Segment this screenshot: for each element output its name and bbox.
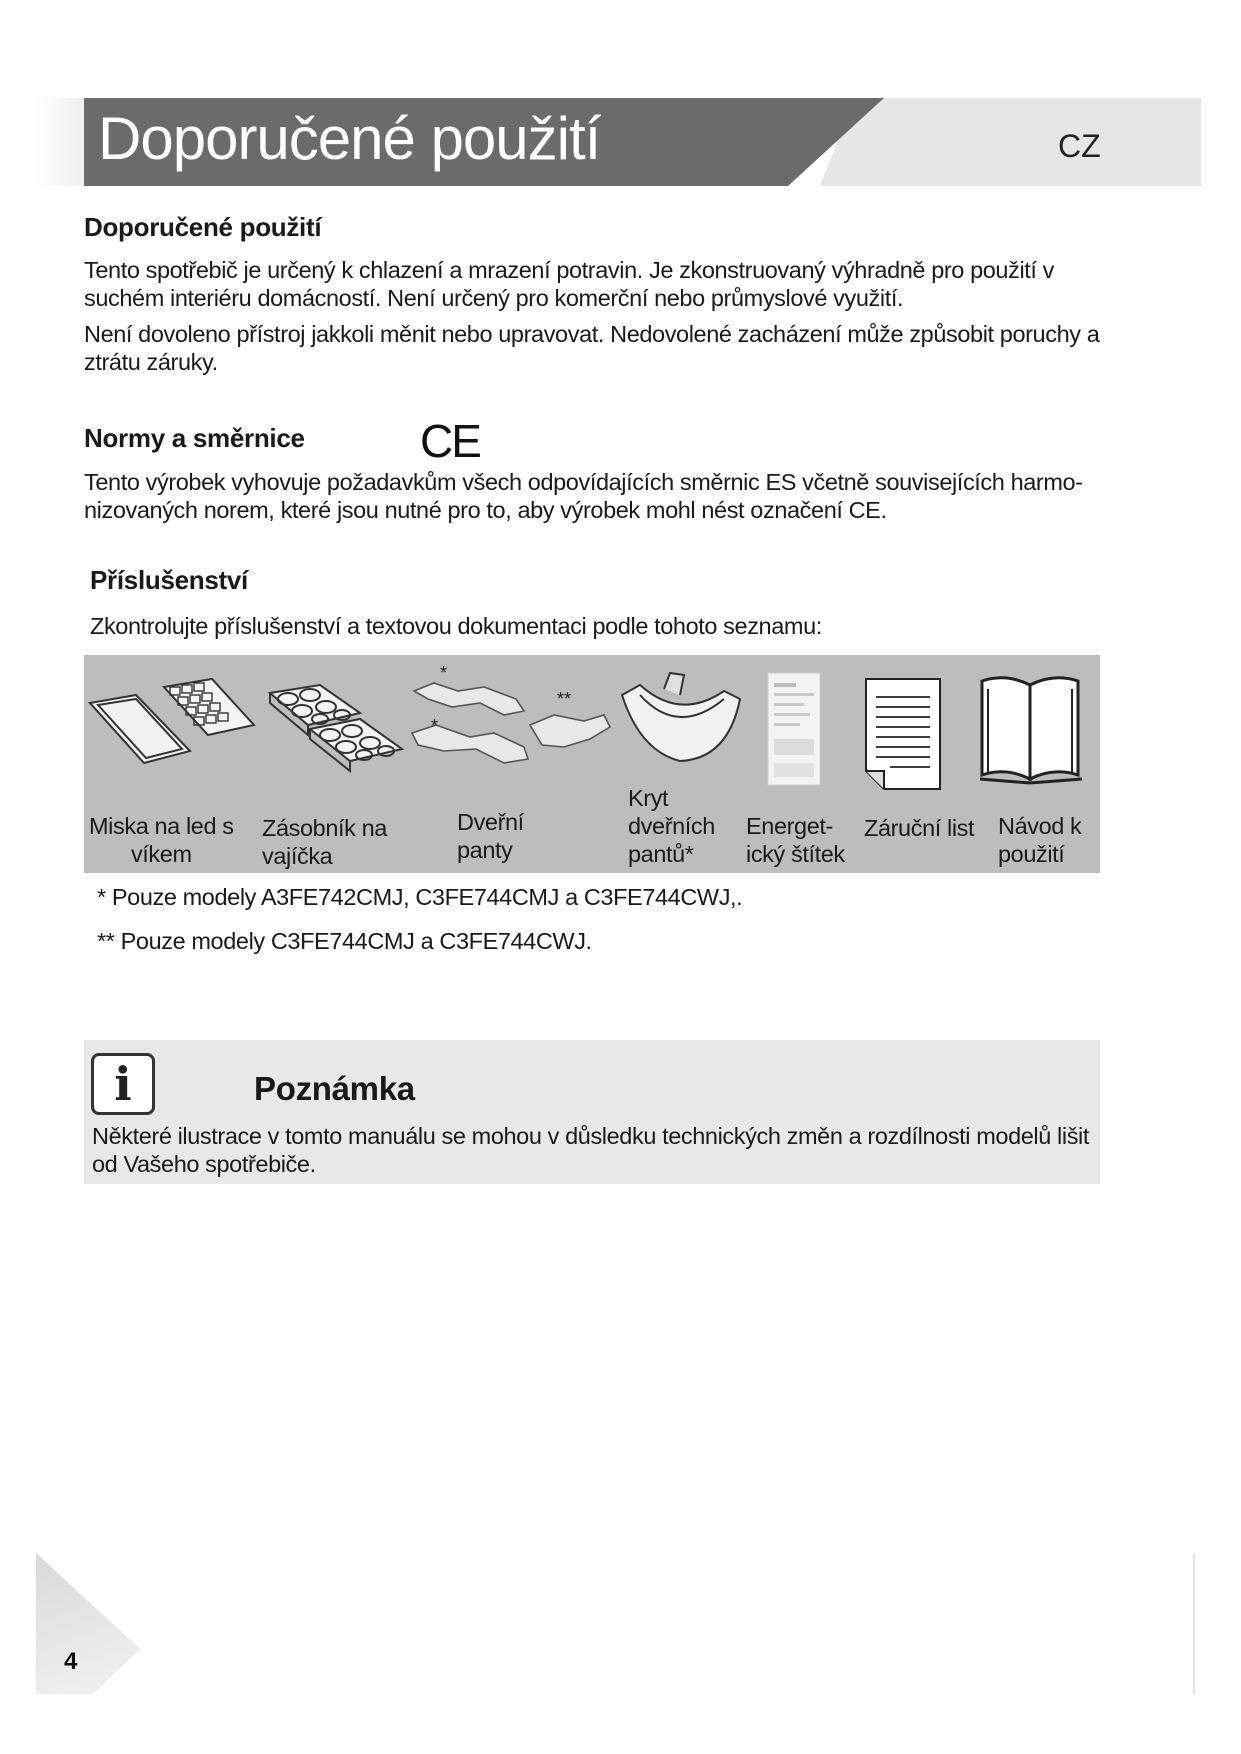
standards-heading: Normy a směrnice bbox=[84, 423, 305, 453]
intended-use-heading: Doporučené použití bbox=[84, 212, 322, 242]
energy-label-icon bbox=[768, 673, 820, 785]
intended-use-paragraph-1: Tento spotřebič je určený k chlazení a mrazení potravin. Je zkonstruovaný výhradně pro použití v suchém interiéru domácností. Není určený pro komerční nebo průmyslové využití. bbox=[84, 257, 1055, 311]
footnote-double-asterisk: ** Pouze modely C3FE744CMJ a C3FE744CWJ. bbox=[97, 928, 592, 954]
right-edge-rule bbox=[1193, 1553, 1195, 1694]
ice-tray-icon bbox=[90, 679, 254, 763]
manual-book-icon bbox=[980, 678, 1082, 783]
page-corner-decoration bbox=[36, 1553, 140, 1694]
accessories-illustrations bbox=[84, 655, 1100, 805]
egg-tray-icon bbox=[270, 685, 402, 771]
accessories-heading: Příslušenství bbox=[90, 565, 248, 595]
asterisk-mark-2: * bbox=[431, 716, 439, 736]
banner-left-fade bbox=[33, 98, 85, 186]
page-number: 4 bbox=[64, 1648, 78, 1675]
accessory-label-hinge-cover: Kryt dveřních pantů* bbox=[628, 785, 715, 867]
banner-right-panel bbox=[820, 98, 1201, 186]
accessory-label-egg-tray: Zásobník na vajíčka bbox=[262, 815, 387, 869]
double-asterisk-mark: ** bbox=[557, 689, 572, 709]
accessories-intro: Zkontrolujte příslušenství a textovou dokumentaci podle tohoto seznamu: bbox=[90, 613, 822, 639]
note-title: Poznámka bbox=[254, 1070, 415, 1107]
ce-mark-icon: CE bbox=[420, 415, 480, 467]
note-text: Některé ilustrace v tomto manuálu se mohou v důsledku technických změn a rozdílnosti modelů lišit od Vašeho spotřebiče. bbox=[92, 1123, 1089, 1177]
standards-paragraph: Tento výrobek vyhovuje požadavkům všech odpovídajících směrnic ES včetně souvisejících harmo-nizovaných norem, které jsou nutné pro to, aby výrobek mohl nést označení CE. bbox=[84, 469, 1083, 523]
language-code: CZ bbox=[1058, 128, 1101, 164]
accessory-label-warranty-card: Záruční list bbox=[864, 815, 975, 841]
door-hinges-icon bbox=[412, 683, 610, 763]
accessory-label-manual: Návod k použití bbox=[998, 813, 1082, 867]
intended-use-paragraph-2: Není dovoleno přístroj jakkoli měnit nebo upravovat. Nedovolené zacházení může způsobit poruchy a ztrátu záruky. bbox=[84, 321, 1100, 375]
hinge-cover-icon bbox=[622, 673, 740, 761]
info-icon: i bbox=[91, 1053, 155, 1115]
warranty-card-icon bbox=[866, 679, 940, 789]
accessory-label-ice-tray: Miska na led s víkem bbox=[89, 813, 234, 867]
asterisk-mark: * bbox=[440, 663, 448, 683]
accessory-label-energy-label: Energet- ický štítek bbox=[746, 813, 845, 867]
accessory-label-door-hinges: Dveřní panty bbox=[457, 809, 524, 863]
page-title: Doporučené použití bbox=[98, 105, 601, 172]
footnote-single-asterisk: * Pouze modely A3FE742CMJ, C3FE744CMJ a C3FE744CWJ,. bbox=[97, 884, 743, 910]
